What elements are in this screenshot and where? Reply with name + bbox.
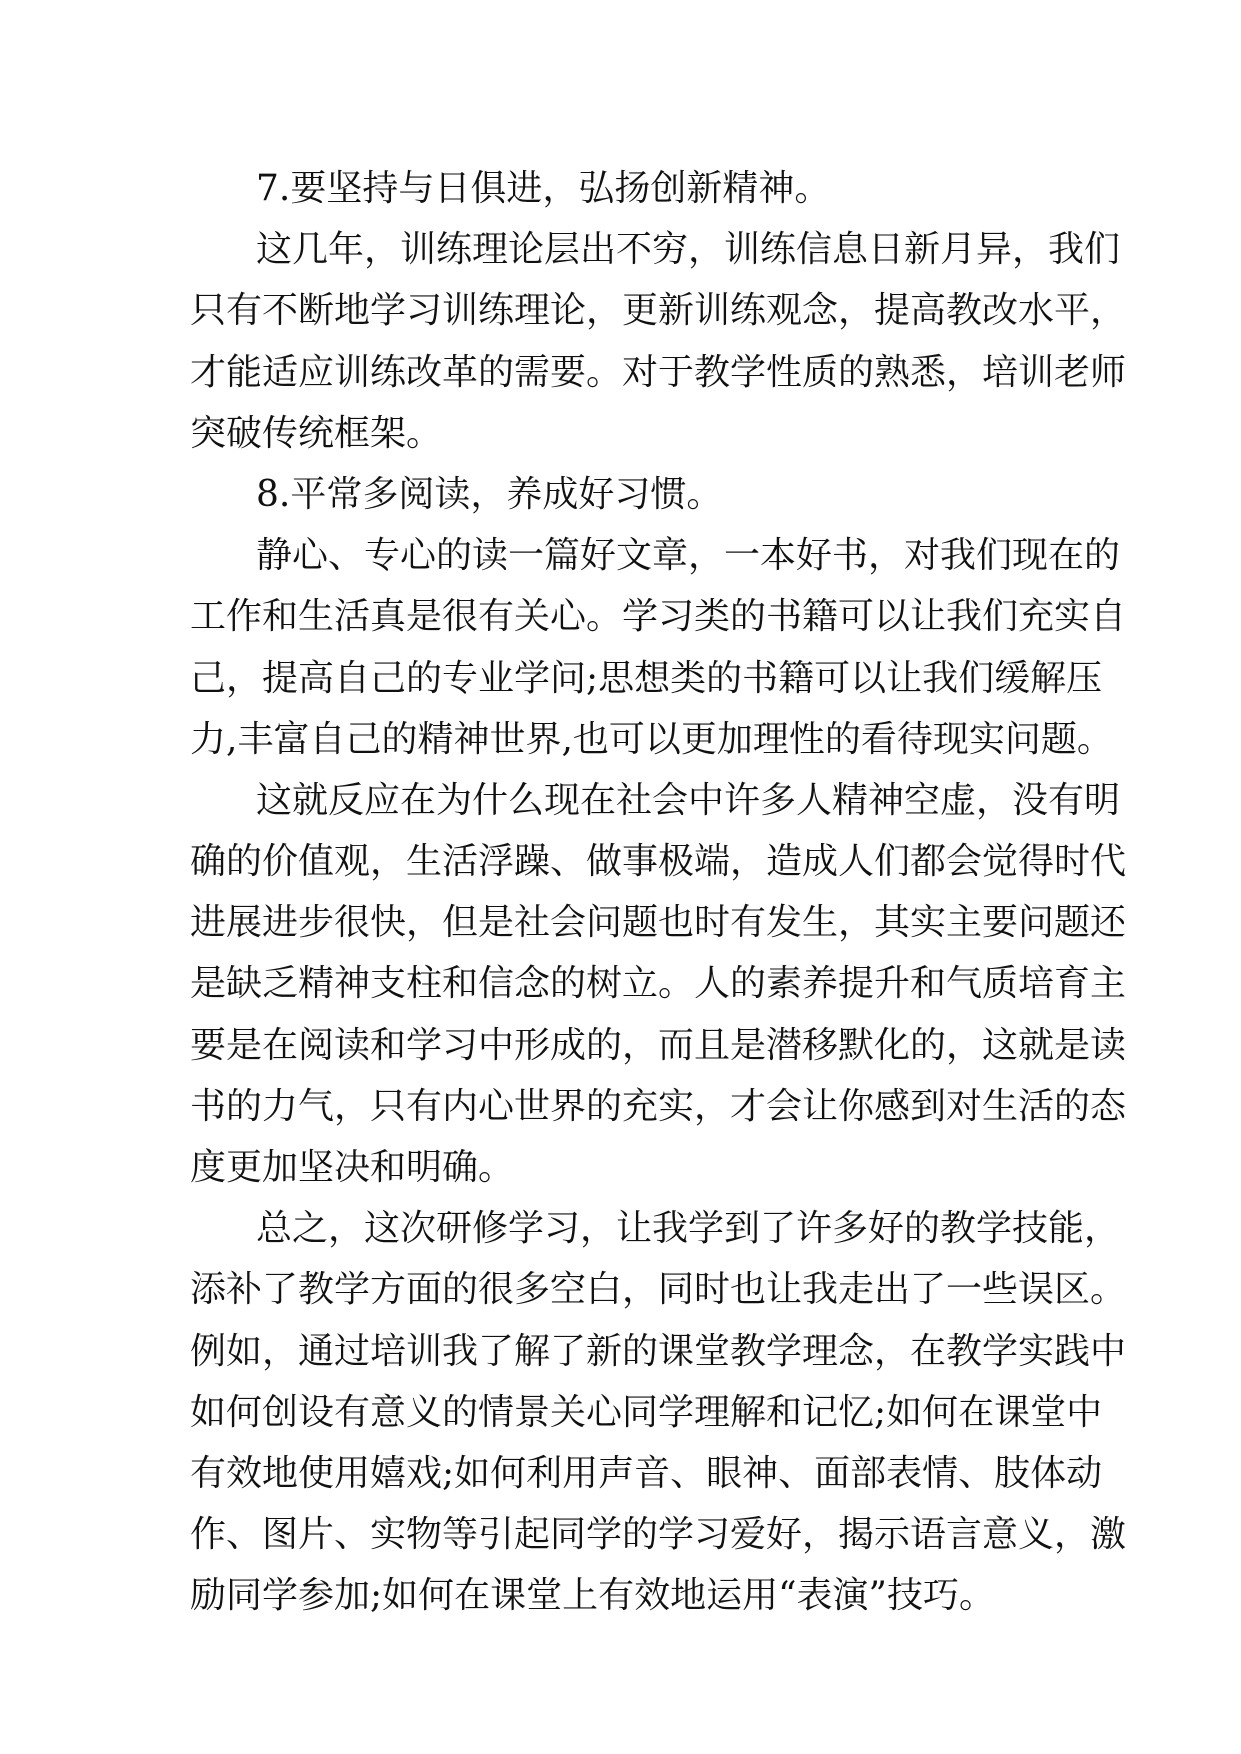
paragraph-line: 这就反应在为什么现在社会中许多人精神空虚，没有明 <box>256 779 1121 821</box>
paragraph-line: 己，提高自己的专业学问;思想类的书籍可以让我们缓解压 <box>190 657 1103 699</box>
conclusion-line: 添补了教学方面的很多空白，同时也让我走出了一些误区。 <box>190 1269 1127 1311</box>
conclusion-line: 例如，通过培训我了解了新的课堂教学理念，在教学实践中 <box>190 1330 1127 1372</box>
conclusion-line: 总之，这次研修学习，让我学到了许多好的教学技能， <box>256 1208 1121 1250</box>
paragraph-line: 才能适应训练改革的需要。对于教学性质的熟悉，培训老师 <box>190 351 1127 393</box>
document-body <box>190 158 1127 1627</box>
paragraph-line: 力,丰富自己的精神世界,也可以更加理性的看待现实问题。 <box>190 718 1113 760</box>
conclusion-line: 作、图片、实物等引起同学的学习爱好，揭示语言意义，激 <box>190 1514 1127 1556</box>
paragraph-line: 书的力气，只有内心世界的充实，才会让你感到对生活的态 <box>190 1085 1127 1127</box>
paragraph-line: 是缺乏精神支柱和信念的树立。人的素养提升和气质培育主 <box>190 963 1127 1005</box>
paragraph-line: 度更加坚决和明确。 <box>190 1147 515 1188</box>
paragraph-line: 这几年，训练理论层出不穷，训练信息日新月异，我们 <box>256 229 1121 271</box>
paragraph-line: 要是在阅读和学习中形成的，而且是潜移默化的，这就是读 <box>190 1024 1127 1066</box>
paragraph-line: 只有不断地学习训练理论，更新训练观念，提高教改水平， <box>190 290 1127 332</box>
conclusion-line: 有效地使用嬉戏;如何利用声音、眼神、面部表情、肢体动 <box>190 1452 1103 1494</box>
paragraph-line: 静心、专心的读一篇好文章，一本好书，对我们现在的 <box>256 535 1121 577</box>
paragraph-line: 确的价值观，生活浮躁、做事极端，造成人们都会觉得时代 <box>190 841 1127 883</box>
paragraph-line: 突破传统框架。 <box>190 412 443 454</box>
heading-item-8: 8.平常多阅读，养成好习惯。 <box>256 473 723 515</box>
paragraph-line: 进展进步很快，但是社会问题也时有发生，其实主要问题还 <box>190 902 1127 944</box>
paragraph-line: 工作和生活真是很有关心。学习类的书籍可以让我们充实自 <box>190 596 1127 638</box>
conclusion-line: 如何创设有意义的情景关心同学理解和记忆;如何在课堂中 <box>190 1391 1103 1433</box>
heading-item-7: 7.要坚持与日俱进，弘扬创新精神。 <box>256 168 831 209</box>
conclusion-line: 励同学参加;如何在课堂上有效地运用“表演”技巧。 <box>190 1575 995 1617</box>
